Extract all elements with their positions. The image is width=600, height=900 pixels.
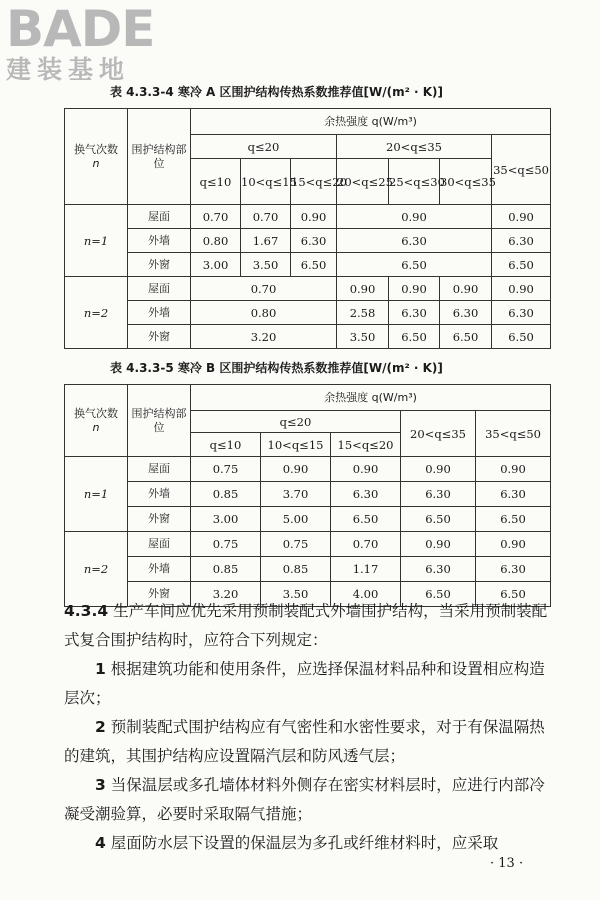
clause-item-3: 3 当保温层或多孔墙体材料外侧存在密实材料层时，应进行内部冷凝受潮验算，必要时采取隔气措施； (64, 776, 545, 823)
table-cell: 1.67 (241, 229, 291, 253)
table-cell: 2.58 (337, 301, 389, 325)
table-cell: 6.30 (331, 482, 401, 507)
table-cell: 0.80 (191, 301, 337, 325)
table-cell: 0.75 (261, 532, 331, 557)
table1-header-heat: 余热强度 q(W/m³) (191, 109, 551, 135)
table-cell: 0.75 (191, 457, 261, 482)
table2-header-heat: 余热强度 q(W/m³) (191, 385, 551, 411)
table1 (64, 108, 551, 349)
table-cell: 屋面 (128, 457, 191, 482)
table-row (65, 325, 551, 349)
table1-caption: 表 4.3.3-4 寒冷 A 区围护结构传热系数推荐值[W/(m² · K)] (110, 85, 444, 99)
table2-caption: 表 4.3.3-5 寒冷 B 区围护结构传热系数推荐值[W/(m² · K)] (110, 361, 443, 375)
table-cell: 3.50 (337, 325, 389, 349)
table1-sub-5: 30<q≤35 (440, 159, 492, 205)
table2 (64, 384, 551, 607)
table2-sub-2: 15<q≤20 (331, 433, 401, 457)
table-cell: 外窗 (128, 582, 191, 607)
table-row (65, 301, 551, 325)
table-cell: 6.50 (440, 325, 492, 349)
table-cell: 0.90 (401, 532, 476, 557)
table-cell: 0.90 (389, 277, 440, 301)
table-cell: 6.30 (401, 482, 476, 507)
table2-n2: n=2 (65, 532, 128, 607)
table-cell: 1.17 (331, 557, 401, 582)
table-row (65, 457, 551, 482)
table-cell: 6.50 (401, 582, 476, 607)
table1-sub-4: 25<q≤30 (389, 159, 440, 205)
table-cell: 屋面 (128, 532, 191, 557)
table-cell: 0.70 (331, 532, 401, 557)
table-cell: 6.30 (492, 301, 551, 325)
table-cell: 0.90 (337, 277, 389, 301)
table-cell: 6.30 (492, 229, 551, 253)
table-cell: 5.00 (261, 507, 331, 532)
table-cell: 0.70 (191, 205, 241, 229)
table-cell: 外墙 (128, 301, 191, 325)
table-cell: 6.50 (476, 582, 551, 607)
clause-4-3-4: 4.3.4 生产车间应优先采用预制装配式外墙围护结构，当采用预制装配式复合围护结构时，应符合下列规定： (64, 602, 548, 649)
table1-header-air-changes: 换气次数 n (65, 109, 128, 205)
page-number: · 13 · (490, 856, 524, 871)
table-cell: 0.85 (191, 482, 261, 507)
clause-item-4: 4 屋面防水层下设置的保温层为多孔或纤维材料时，应采取 (95, 834, 499, 852)
logo-word: BADE (6, 0, 155, 58)
table1-n2: n=2 (65, 277, 128, 349)
table-cell: 6.30 (476, 482, 551, 507)
table-cell: 0.90 (440, 277, 492, 301)
table2-sub-0: q≤10 (191, 433, 261, 457)
table-cell: 外墙 (128, 229, 191, 253)
table-cell: 0.90 (476, 532, 551, 557)
table1-sub-0: q≤10 (191, 159, 241, 205)
table-cell: 6.50 (389, 325, 440, 349)
table2-header-part: 围护结构部位 (128, 385, 191, 457)
table-row (65, 507, 551, 532)
table-cell: 6.50 (291, 253, 337, 277)
table-row (65, 277, 551, 301)
table-cell: 3.00 (191, 253, 241, 277)
table-row (65, 253, 551, 277)
table-cell: 3.50 (261, 582, 331, 607)
table-cell: 3.50 (241, 253, 291, 277)
table1-n1: n=1 (65, 205, 128, 277)
table1-sub-2: 15<q≤20 (291, 159, 337, 205)
table-cell: 6.30 (440, 301, 492, 325)
table-row (65, 229, 551, 253)
table-row (65, 557, 551, 582)
table-cell: 0.70 (241, 205, 291, 229)
table1-sub-3: 20<q≤25 (337, 159, 389, 205)
table-cell: 6.50 (331, 507, 401, 532)
table-cell: 0.90 (492, 277, 551, 301)
table-cell: 3.70 (261, 482, 331, 507)
table-cell: 6.30 (476, 557, 551, 582)
table-cell: 屋面 (128, 277, 191, 301)
table-cell: 6.30 (401, 557, 476, 582)
clause-item-1: 1 根据建筑功能和使用条件，应选择保温材料品种和设置相应构造层次； (64, 660, 545, 707)
table-cell: 外窗 (128, 507, 191, 532)
table-cell: 6.30 (291, 229, 337, 253)
table-row (65, 482, 551, 507)
bade-logo (6, 0, 155, 84)
table-cell: 0.75 (191, 532, 261, 557)
table1-group-1: q≤20 (191, 135, 337, 159)
table-cell: 0.90 (337, 205, 492, 229)
table-cell: 0.80 (191, 229, 241, 253)
table-cell: 0.70 (191, 277, 337, 301)
table2-sub-3: 20<q≤35 (401, 411, 476, 457)
table2-header-air-changes: 换气次数 n (65, 385, 128, 457)
table-cell: 外墙 (128, 482, 191, 507)
table-cell: 屋面 (128, 205, 191, 229)
table1-group-3: 35<q≤50 (492, 135, 551, 205)
table-row (65, 532, 551, 557)
table-cell: 外窗 (128, 253, 191, 277)
table-cell: 4.00 (331, 582, 401, 607)
logo-subtitle: 建装基地 (6, 55, 131, 84)
table-cell: 6.50 (492, 325, 551, 349)
clause-item-2: 2 预制装配式围护结构应有气密性和水密性要求，对于有保温隔热的建筑，其围护结构应设置隔汽层和防风透气层； (64, 718, 545, 765)
table-cell: 外窗 (128, 325, 191, 349)
table-cell: 外墙 (128, 557, 191, 582)
table2-n1: n=1 (65, 457, 128, 532)
table2-sub-1: 10<q≤15 (261, 433, 331, 457)
table-cell: 6.30 (389, 301, 440, 325)
table-row (65, 205, 551, 229)
table-cell: 6.50 (337, 253, 492, 277)
table2-group-1: q≤20 (191, 411, 401, 433)
table-cell: 0.90 (291, 205, 337, 229)
table-cell: 0.85 (191, 557, 261, 582)
table-cell: 0.90 (476, 457, 551, 482)
table1-sub-1: 10<q≤15 (241, 159, 291, 205)
table-cell: 0.90 (331, 457, 401, 482)
table-cell: 3.20 (191, 582, 261, 607)
table-cell: 0.85 (261, 557, 331, 582)
table-cell: 6.50 (476, 507, 551, 532)
table-cell: 6.30 (337, 229, 492, 253)
table-cell: 6.50 (401, 507, 476, 532)
table1-header-part: 围护结构部位 (128, 109, 191, 205)
table-cell: 0.90 (401, 457, 476, 482)
table1-group-2: 20<q≤35 (337, 135, 492, 159)
table2-sub-4: 35<q≤50 (476, 411, 551, 457)
table-cell: 0.90 (261, 457, 331, 482)
table-cell: 0.90 (492, 205, 551, 229)
table-cell: 3.20 (191, 325, 337, 349)
table-cell: 6.50 (492, 253, 551, 277)
table-cell: 3.00 (191, 507, 261, 532)
